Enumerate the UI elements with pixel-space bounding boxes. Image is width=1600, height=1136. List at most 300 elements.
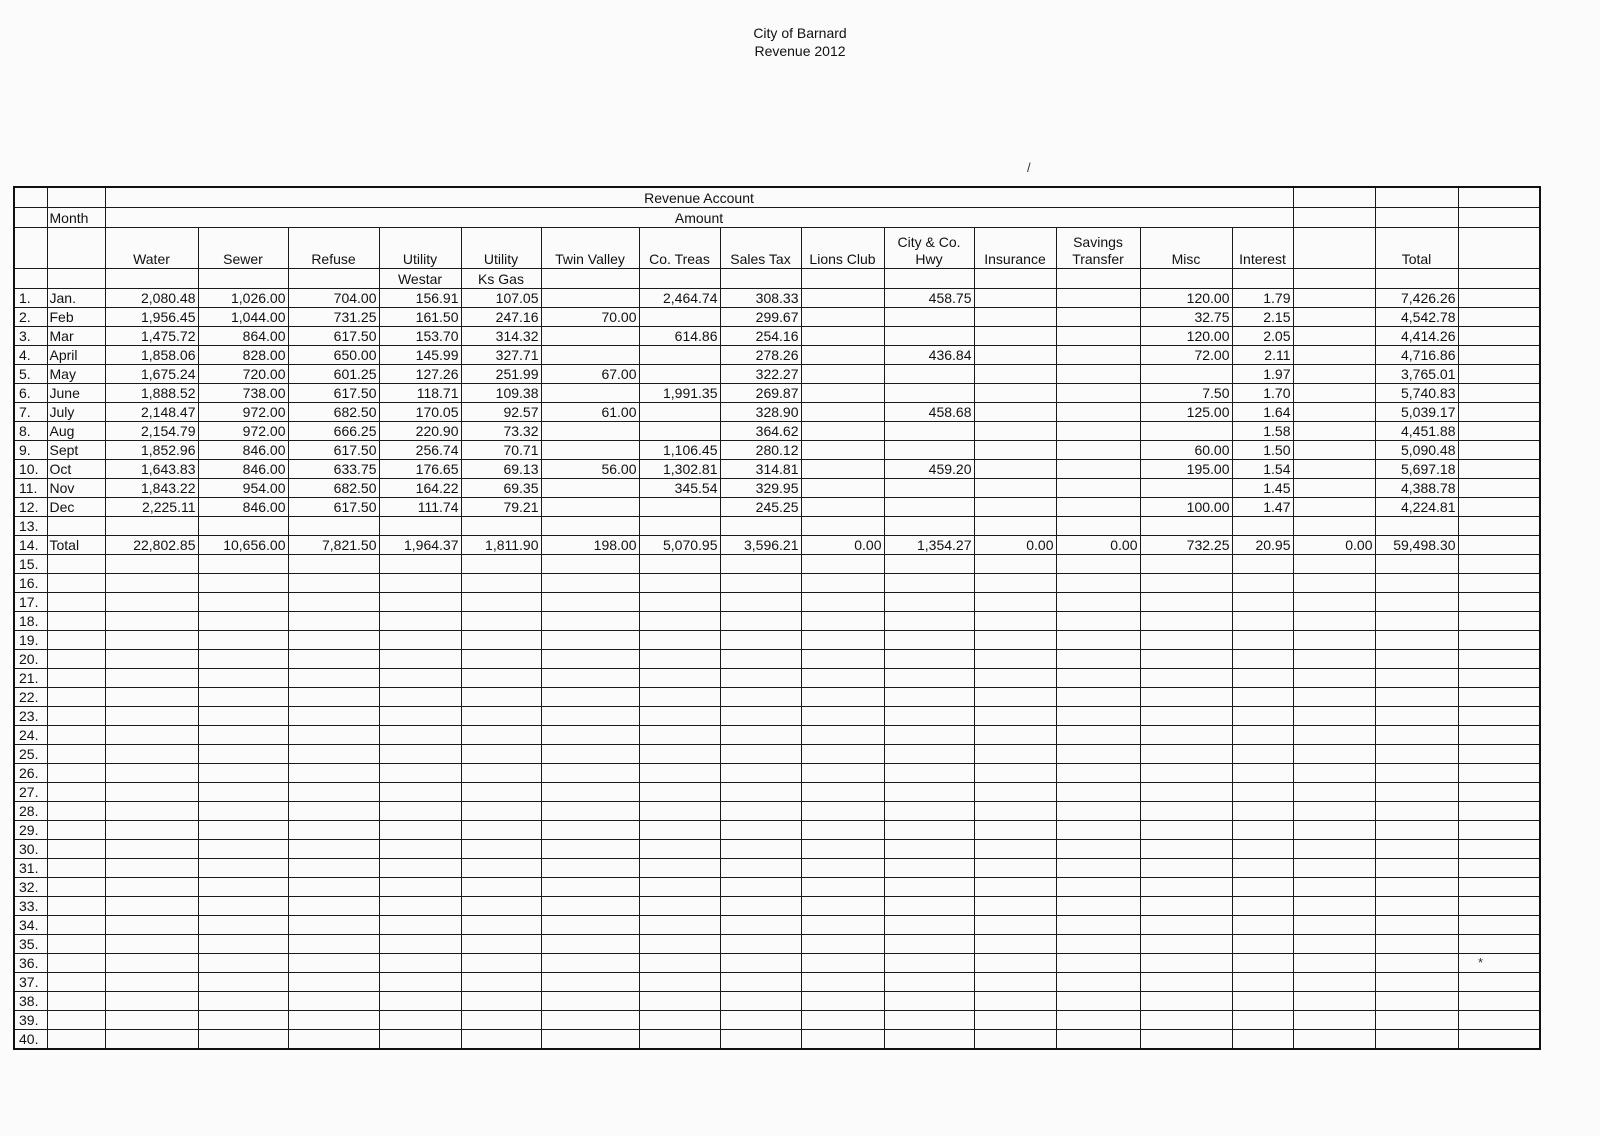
empty-cell [974,802,1056,821]
value-utility_westar: 220.90 [379,422,461,441]
empty-cell [379,688,461,707]
empty-cell [1140,764,1232,783]
value-water: 1,888.52 [105,384,198,403]
value-water: 1,643.83 [105,460,198,479]
empty-cell [198,1030,288,1050]
empty-cell [288,574,379,593]
value-twin_valley: 61.00 [541,403,639,422]
empty-cell [1140,1011,1232,1030]
value-total: 4,388.78 [1375,479,1458,498]
value-utility_westar [379,517,461,536]
empty-cell [461,916,541,935]
empty-cell [198,650,288,669]
column-header-co_treas: Co. Treas [639,228,720,269]
value-sewer: 1,026.00 [198,289,288,308]
empty-cell [1140,745,1232,764]
row-number: 6. [14,384,47,403]
table-row [14,650,1540,669]
column-header-blank [1293,228,1375,269]
empty-cell [1232,973,1293,992]
empty-cell [1140,688,1232,707]
empty-cell [105,1030,198,1050]
empty-cell [1375,992,1458,1011]
value-extra [1458,441,1540,460]
column-subheader-sales_tax [720,269,801,289]
empty-cell [1056,783,1140,802]
empty-cell [379,859,461,878]
empty-cell [1232,992,1293,1011]
empty-cell [105,840,198,859]
value-interest: 1.47 [1232,498,1293,517]
empty-cell [105,1011,198,1030]
empty-cell [541,631,639,650]
empty-cell [1293,593,1375,612]
value-refuse: 617.50 [288,441,379,460]
column-header-lions_club: Lions Club [801,228,884,269]
empty-cell [974,650,1056,669]
empty-cell [541,992,639,1011]
empty-cell [1458,954,1540,973]
empty-cell [1458,878,1540,897]
empty-cell [1140,802,1232,821]
column-header-total: Total [1375,228,1458,269]
empty-cell [801,669,884,688]
empty-cell [720,897,801,916]
empty-cell [1056,650,1140,669]
empty-cell [105,764,198,783]
empty-cell [198,840,288,859]
empty-cell [105,555,198,574]
empty-cell [1056,954,1140,973]
row-number: 37. [14,973,47,992]
value-city_co_hwy [884,422,974,441]
empty-cell [720,631,801,650]
value-blank [1293,403,1375,422]
empty-cell [974,707,1056,726]
empty-cell [974,764,1056,783]
empty-cell [974,992,1056,1011]
value-misc: 7.50 [1140,384,1232,403]
empty-cell [1458,574,1540,593]
value-lions_club [801,403,884,422]
value-twin_valley: 67.00 [541,365,639,384]
value-utility_ksgas: 327.71 [461,346,541,365]
value-lions_club [801,479,884,498]
empty-cell [288,878,379,897]
empty-cell [198,745,288,764]
column-subheader-total [1375,269,1458,289]
empty-cell [288,859,379,878]
value-utility_westar: 145.99 [379,346,461,365]
table-row [14,631,1540,650]
empty-cell [974,555,1056,574]
empty-cell [198,669,288,688]
empty-cell [461,593,541,612]
empty-cell [1056,916,1140,935]
value-water: 1,956.45 [105,308,198,327]
empty-cell [1140,783,1232,802]
empty-cell [288,897,379,916]
value-savings_transfer [1056,517,1140,536]
empty-cell [801,612,884,631]
value-insurance [974,498,1056,517]
empty-cell [105,593,198,612]
empty-cell [720,802,801,821]
empty-cell [801,1011,884,1030]
row-number: 27. [14,783,47,802]
value-interest: 1.50 [1232,441,1293,460]
row-month: June [47,384,105,403]
empty-cell [1293,631,1375,650]
value-misc [1140,479,1232,498]
value-water: 2,225.11 [105,498,198,517]
empty-cell [198,764,288,783]
empty-cell [1375,1030,1458,1050]
empty-cell [379,612,461,631]
value-savings_transfer [1056,327,1140,346]
value-lions_club [801,384,884,403]
column-subheader-sewer [198,269,288,289]
empty-cell [1232,688,1293,707]
value-misc: 125.00 [1140,403,1232,422]
value-water: 2,148.47 [105,403,198,422]
empty-cell [1458,745,1540,764]
row-number: 24. [14,726,47,745]
empty-cell [105,935,198,954]
table-row [14,327,1540,346]
empty-cell [1375,707,1458,726]
empty-cell [639,764,720,783]
value-utility_ksgas: 1,811.90 [461,536,541,555]
row-number-header [14,208,47,228]
empty-cell [1293,821,1375,840]
value-insurance [974,308,1056,327]
row-month: Jan. [47,289,105,308]
value-interest: 1.97 [1232,365,1293,384]
empty-cell [541,612,639,631]
empty-cell [1375,574,1458,593]
header-blank-cell [1293,187,1375,208]
table-row [14,308,1540,327]
value-blank [1293,517,1375,536]
empty-cell [639,593,720,612]
empty-cell [541,935,639,954]
empty-cell [1458,821,1540,840]
empty-cell [198,726,288,745]
empty-cell [379,954,461,973]
empty-cell [974,745,1056,764]
empty-cell [1140,593,1232,612]
value-extra [1458,384,1540,403]
empty-cell [884,688,974,707]
empty-cell [379,992,461,1011]
empty-cell [884,726,974,745]
empty-cell [720,688,801,707]
empty-cell [884,707,974,726]
empty-cell [1458,802,1540,821]
empty-cell [801,1030,884,1050]
row-number-header [14,269,47,289]
empty-cell [105,707,198,726]
empty-cell [1458,650,1540,669]
value-sewer: 10,656.00 [198,536,288,555]
column-subheader-interest [1232,269,1293,289]
value-water: 22,802.85 [105,536,198,555]
value-co_treas: 1,106.45 [639,441,720,460]
empty-cell [1056,688,1140,707]
empty-cell [541,669,639,688]
row-month: Sept [47,441,105,460]
table-row [14,802,1540,821]
revenue-table [13,186,1541,1050]
row-number: 15. [14,555,47,574]
table-row [14,384,1540,403]
empty-cell [884,1011,974,1030]
empty-cell [974,783,1056,802]
empty-cell [1293,992,1375,1011]
empty-cell [1293,650,1375,669]
month-header-spacer [47,187,105,208]
empty-cell [1458,631,1540,650]
empty-cell [379,783,461,802]
row-month [47,593,105,612]
empty-cell [801,821,884,840]
value-savings_transfer [1056,384,1140,403]
empty-cell [884,1030,974,1050]
empty-cell [288,612,379,631]
empty-cell [720,593,801,612]
empty-cell [541,821,639,840]
value-extra [1458,403,1540,422]
value-misc: 120.00 [1140,327,1232,346]
empty-cell [720,783,801,802]
empty-cell [639,821,720,840]
empty-cell [541,707,639,726]
empty-cell [541,650,639,669]
empty-cell [1232,954,1293,973]
empty-cell [1232,802,1293,821]
value-refuse: 650.00 [288,346,379,365]
value-misc [1140,422,1232,441]
value-misc: 195.00 [1140,460,1232,479]
row-number: 19. [14,631,47,650]
empty-cell [639,1030,720,1050]
empty-cell [1293,935,1375,954]
value-refuse: 617.50 [288,384,379,403]
empty-cell [198,593,288,612]
value-lions_club [801,327,884,346]
empty-cell [720,574,801,593]
value-city_co_hwy [884,441,974,460]
empty-cell [198,631,288,650]
empty-cell [1375,745,1458,764]
empty-cell [720,859,801,878]
empty-cell [720,992,801,1011]
empty-cell [1232,821,1293,840]
empty-cell [720,954,801,973]
value-refuse: 682.50 [288,403,379,422]
empty-cell [461,973,541,992]
value-blank [1293,384,1375,403]
value-sewer: 954.00 [198,479,288,498]
value-utility_westar: 164.22 [379,479,461,498]
empty-cell [288,593,379,612]
empty-cell [1232,707,1293,726]
row-number: 1. [14,289,47,308]
empty-cell [1056,764,1140,783]
value-total: 3,765.01 [1375,365,1458,384]
empty-cell [105,992,198,1011]
empty-cell [105,973,198,992]
header-blank-cell [1458,208,1540,228]
value-blank [1293,308,1375,327]
value-co_treas [639,365,720,384]
empty-cell [1458,897,1540,916]
row-month [47,821,105,840]
empty-cell [801,764,884,783]
value-lions_club [801,289,884,308]
value-city_co_hwy [884,365,974,384]
empty-cell [801,802,884,821]
amount-header: Amount [105,208,1293,228]
empty-cell [1140,612,1232,631]
empty-cell [1140,859,1232,878]
value-utility_ksgas: 73.32 [461,422,541,441]
empty-cell [801,593,884,612]
value-twin_valley [541,327,639,346]
empty-cell [884,916,974,935]
empty-cell [198,555,288,574]
empty-cell [461,783,541,802]
empty-cell [1232,1011,1293,1030]
empty-cell [1056,821,1140,840]
empty-cell [105,916,198,935]
empty-cell [1232,878,1293,897]
row-month [47,992,105,1011]
empty-cell [1056,935,1140,954]
row-month [47,764,105,783]
value-interest: 2.11 [1232,346,1293,365]
value-blank [1293,460,1375,479]
value-sales_tax: 3,596.21 [720,536,801,555]
empty-cell [1232,593,1293,612]
value-water: 2,080.48 [105,289,198,308]
value-utility_ksgas: 247.16 [461,308,541,327]
value-water: 1,852.96 [105,441,198,460]
value-insurance [974,365,1056,384]
empty-cell [1140,878,1232,897]
value-extra [1458,327,1540,346]
value-sales_tax: 278.26 [720,346,801,365]
empty-cell [379,821,461,840]
empty-cell [1140,897,1232,916]
empty-cell [198,1011,288,1030]
value-insurance: 0.00 [974,536,1056,555]
value-city_co_hwy: 459.20 [884,460,974,479]
empty-cell [974,612,1056,631]
table-row [14,745,1540,764]
value-twin_valley [541,289,639,308]
column-header-interest: Interest [1232,228,1293,269]
value-extra [1458,536,1540,555]
empty-cell [1458,935,1540,954]
value-blank [1293,479,1375,498]
value-refuse: 601.25 [288,365,379,384]
value-utility_westar: 118.71 [379,384,461,403]
value-refuse: 633.75 [288,460,379,479]
column-subheader-lions_club [801,269,884,289]
empty-cell [801,650,884,669]
empty-cell [1056,878,1140,897]
value-refuse: 704.00 [288,289,379,308]
empty-cell [288,973,379,992]
empty-cell [379,669,461,688]
row-month [47,1011,105,1030]
value-utility_ksgas: 251.99 [461,365,541,384]
empty-cell [639,802,720,821]
column-subheader-utility_ksgas: Ks Gas [461,269,541,289]
empty-cell [1140,954,1232,973]
row-month [47,631,105,650]
table-row [14,479,1540,498]
row-month [47,688,105,707]
empty-cell [105,650,198,669]
value-savings_transfer [1056,422,1140,441]
value-sewer [198,517,288,536]
empty-cell [105,802,198,821]
value-interest: 1.45 [1232,479,1293,498]
empty-cell [884,745,974,764]
row-month [47,935,105,954]
value-insurance [974,460,1056,479]
empty-cell [639,840,720,859]
value-insurance [974,289,1056,308]
empty-cell [720,935,801,954]
value-city_co_hwy: 458.68 [884,403,974,422]
empty-cell [105,859,198,878]
value-total: 7,426.26 [1375,289,1458,308]
empty-cell [720,878,801,897]
empty-cell [288,916,379,935]
empty-cell [1293,688,1375,707]
empty-cell [1232,650,1293,669]
row-number: 22. [14,688,47,707]
value-blank [1293,346,1375,365]
value-twin_valley [541,346,639,365]
empty-cell [801,555,884,574]
value-lions_club [801,517,884,536]
empty-cell [1056,1030,1140,1050]
empty-cell [541,726,639,745]
table-row [14,1030,1540,1050]
empty-cell [1458,1030,1540,1050]
value-total: 4,451.88 [1375,422,1458,441]
value-total [1375,517,1458,536]
empty-cell [1293,783,1375,802]
empty-cell [884,574,974,593]
table-row [14,783,1540,802]
empty-cell [198,802,288,821]
value-insurance [974,384,1056,403]
row-number: 3. [14,327,47,346]
value-co_treas [639,498,720,517]
empty-cell [801,973,884,992]
empty-cell [884,555,974,574]
column-header-extra [1458,228,1540,269]
value-savings_transfer [1056,460,1140,479]
table-row [14,612,1540,631]
value-twin_valley [541,441,639,460]
